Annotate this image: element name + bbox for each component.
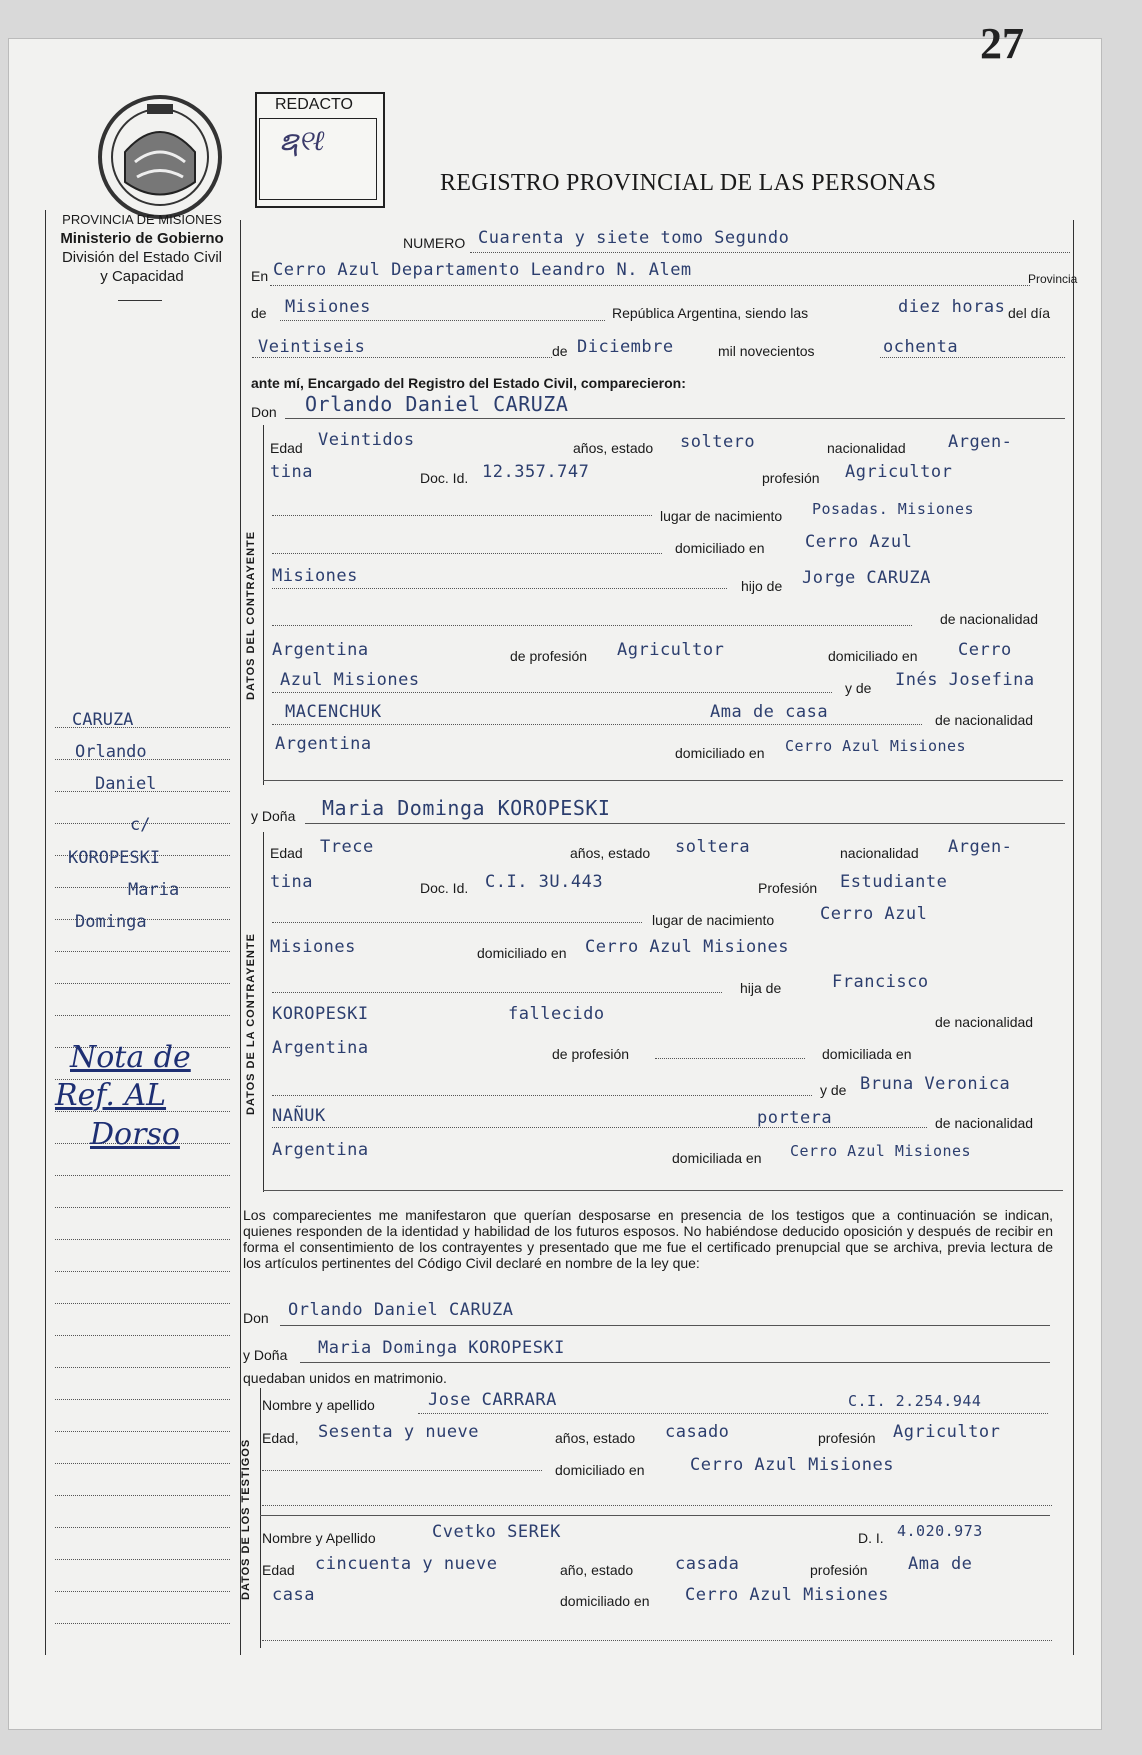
groom-nac-label: nacionalidad bbox=[827, 440, 906, 456]
bride-lugar: Cerro Azul bbox=[820, 904, 928, 924]
bride-madre-2: NAÑUK bbox=[272, 1106, 326, 1126]
bride-anios-label: años, estado bbox=[570, 845, 651, 861]
groom-estado: soltero bbox=[680, 432, 756, 452]
w2-edad-label: Edad bbox=[262, 1562, 295, 1578]
bride-estado: soltera bbox=[675, 837, 751, 857]
margin-ruled-line bbox=[55, 1271, 230, 1272]
groom-madre-dom-label: domiciliado en bbox=[675, 745, 765, 761]
groom-hijo-label: hijo de bbox=[741, 578, 783, 594]
margin-ruled-line bbox=[55, 1527, 230, 1528]
bride-hija-label: hija de bbox=[740, 980, 782, 996]
bride-madre-dom: Cerro Azul Misiones bbox=[790, 1142, 972, 1160]
bride-nac: Argen- bbox=[948, 837, 1013, 857]
margin-surname-2: KOROPESKI bbox=[68, 848, 161, 868]
bride-padre-nac-label: de nacionalidad bbox=[935, 1014, 1034, 1030]
w1-ci: C.I. 2.254.944 bbox=[848, 1392, 982, 1410]
groom-padre-dom-label: domiciliado en bbox=[828, 648, 918, 664]
hora-value: diez horas bbox=[898, 297, 1006, 317]
bride-section-label: DATOS DE LA CONTRAYENTE bbox=[245, 933, 257, 1115]
closing-don-name: Orlando Daniel CARUZA bbox=[288, 1300, 514, 1320]
bride-madre-nac: Argentina bbox=[272, 1140, 369, 1160]
closing-don-label: Don bbox=[243, 1310, 269, 1326]
groom-name: Orlando Daniel CARUZA bbox=[305, 392, 569, 416]
w2-nombre-label: Nombre y Apellido bbox=[262, 1530, 376, 1546]
bride-lugar-label: lugar de nacimiento bbox=[652, 912, 775, 928]
w2-prof-label: profesión bbox=[810, 1562, 868, 1578]
margin-ruled-line bbox=[55, 1175, 230, 1176]
numero-value: Cuarenta y siete tomo Segundo bbox=[478, 228, 790, 248]
groom-anios-label: años, estado bbox=[573, 440, 654, 456]
margin-ruled-line bbox=[55, 1207, 230, 1208]
w1-prof-label: profesión bbox=[818, 1430, 876, 1446]
w2-prof: Ama de bbox=[908, 1554, 973, 1574]
margin-note-3: Dorso bbox=[90, 1117, 180, 1152]
bride-edad-label: Edad bbox=[270, 845, 303, 861]
groom-madre-nac-label: de nacionalidad bbox=[935, 712, 1034, 728]
groom-padre: Jorge CARUZA bbox=[802, 568, 931, 588]
en-label: En bbox=[251, 268, 269, 284]
numero-label: NUMERO bbox=[403, 235, 466, 251]
w2-di-label: D. I. bbox=[858, 1530, 884, 1546]
closing-paragraph: Los comparecientes me manifestaron que querían desposarse en presencia de los testigos que a continuación se indican, quienes responden de la identidad y habilidad de los futuros esposos. No habiéndose deducido oposición y después de recibir en forma el consentimiento de los contrayentes y presentado que me fue el certificado prenupcial que se archiva, previa lectura de los artículos pertinentes del Código Civil declaré en nombre de la ley que: bbox=[243, 1207, 1053, 1271]
groom-padre-prof-label: de profesión bbox=[510, 648, 588, 664]
page-number: 27 bbox=[980, 19, 1024, 68]
w2-anios-label: año, estado bbox=[560, 1562, 634, 1578]
w2-di: 4.020.973 bbox=[897, 1522, 983, 1540]
bride-dom-label: domiciliado en bbox=[477, 945, 567, 961]
bride-doc: C.I. 3U.443 bbox=[485, 872, 604, 892]
groom-prof-label: profesión bbox=[762, 470, 820, 486]
province-name: PROVINCIA DE MISIONES bbox=[62, 212, 222, 227]
dona-label: y Doña bbox=[251, 808, 296, 824]
bride-padre-nac: Argentina bbox=[272, 1038, 369, 1058]
margin-ruled-line bbox=[55, 1015, 230, 1016]
bride-padre-2: KOROPESKI bbox=[272, 1004, 369, 1024]
del-dia-label: del día bbox=[1008, 305, 1051, 321]
margin-ruled-line bbox=[55, 1623, 230, 1624]
redacto-label: REDACTO bbox=[275, 96, 353, 113]
de2-label: de bbox=[552, 343, 568, 359]
groom-doc-label: Doc. Id. bbox=[420, 470, 469, 486]
margin-surname: CARUZA bbox=[72, 710, 134, 730]
w1-estado: casado bbox=[665, 1422, 730, 1442]
bride-padre: Francisco bbox=[832, 972, 929, 992]
w2-edad: cincuenta y nueve bbox=[315, 1554, 498, 1574]
bride-padre-dom-label: domiciliada en bbox=[822, 1046, 912, 1062]
margin-ruled-line bbox=[55, 1591, 230, 1592]
margin-ruled-line bbox=[55, 1399, 230, 1400]
groom-padre-nac: Argentina bbox=[272, 640, 369, 660]
don-label: Don bbox=[251, 404, 277, 420]
bride-edad: Trece bbox=[320, 837, 374, 857]
w1-dom: Cerro Azul Misiones bbox=[690, 1455, 894, 1475]
ante-label: ante mí, Encargado del Registro del Estado Civil, comparecieron: bbox=[251, 375, 686, 391]
bride-madre-dom-label: domiciliada en bbox=[672, 1150, 762, 1166]
w1-edad-label: Edad, bbox=[262, 1430, 299, 1446]
margin-ruled-line bbox=[55, 983, 230, 984]
groom-padre-dom-2: Azul Misiones bbox=[280, 670, 420, 690]
bride-fallecido: fallecido bbox=[508, 1004, 605, 1024]
de-value: Misiones bbox=[285, 297, 371, 317]
bride-dom: Cerro Azul Misiones bbox=[585, 937, 789, 957]
w2-prof-2: casa bbox=[272, 1585, 315, 1605]
groom-madre-prof: Ama de casa bbox=[710, 702, 829, 722]
bride-yde-label: y de bbox=[820, 1082, 847, 1098]
margin-note-2: Ref. AL bbox=[55, 1078, 167, 1113]
w1-anios-label: años, estado bbox=[555, 1430, 636, 1446]
w1-dom-label: domiciliado en bbox=[555, 1462, 645, 1478]
division-name: División del Estado Civil bbox=[61, 249, 223, 266]
margin-note-1: Nota de bbox=[70, 1040, 191, 1075]
divider bbox=[118, 300, 162, 301]
w2-dom: Cerro Azul Misiones bbox=[685, 1585, 889, 1605]
margin-name-2: Daniel bbox=[95, 774, 157, 794]
groom-section-label: DATOS DEL CONTRAYENTE bbox=[245, 530, 257, 700]
groom-doc: 12.357.747 bbox=[482, 462, 590, 482]
bride-lugar-2: Misiones bbox=[270, 937, 356, 957]
groom-yde-label: y de bbox=[845, 680, 872, 696]
w1-nombre-label: Nombre y apellido bbox=[262, 1397, 375, 1413]
redacto-box bbox=[255, 92, 385, 208]
w1-nombre: Jose CARRARA bbox=[428, 1390, 557, 1410]
groom-nac-2: tina bbox=[270, 462, 313, 482]
en-value: Cerro Azul Departamento Leandro N. Alem bbox=[273, 260, 692, 280]
groom-padre-prof: Agricultor bbox=[617, 640, 725, 660]
issuer-block bbox=[48, 210, 236, 286]
w2-nombre: Cvetko SEREK bbox=[432, 1522, 561, 1542]
division-name-2: y Capacidad bbox=[100, 268, 184, 285]
closing-quedaban: quedaban unidos en matrimonio. bbox=[243, 1370, 447, 1386]
ministry-name: Ministerio de Gobierno bbox=[60, 230, 224, 247]
dia-value: Veintiseis bbox=[258, 337, 366, 357]
bride-padre-prof-label: de profesión bbox=[552, 1046, 630, 1062]
page-title: REGISTRO PROVINCIAL DE LAS PERSONAS bbox=[440, 170, 937, 196]
right-border bbox=[1073, 220, 1074, 1655]
redacto-signature: ຊ୧ℓ bbox=[279, 124, 325, 157]
groom-dom-label: domiciliado en bbox=[675, 540, 765, 556]
groom-prof: Agricultor bbox=[845, 462, 953, 482]
groom-edad: Veintidos bbox=[318, 430, 415, 450]
provincial-seal-icon bbox=[95, 92, 225, 222]
margin-name-3: Maria bbox=[128, 880, 180, 900]
bride-madre: Bruna Veronica bbox=[860, 1074, 1011, 1094]
groom-padre-dom: Cerro bbox=[958, 640, 1012, 660]
mes-value: Diciembre bbox=[577, 337, 674, 357]
groom-madre: Inés Josefina bbox=[895, 670, 1035, 690]
groom-dom: Cerro Azul bbox=[805, 532, 913, 552]
w1-prof: Agricultor bbox=[893, 1422, 1001, 1442]
w1-edad: Sesenta y nueve bbox=[318, 1422, 480, 1442]
margin-ruled-line bbox=[55, 1367, 230, 1368]
bride-madre-nac-label: de nacionalidad bbox=[935, 1115, 1034, 1131]
bride-prof-label: Profesión bbox=[758, 880, 818, 896]
republica-label: República Argentina, siendo las bbox=[612, 305, 809, 321]
margin-ruled-line bbox=[55, 1559, 230, 1560]
anio-value: ochenta bbox=[883, 337, 959, 357]
groom-padre-nac-label: de nacionalidad bbox=[940, 611, 1039, 627]
margin-ruled-line bbox=[55, 1335, 230, 1336]
margin-ruled-line bbox=[55, 1431, 230, 1432]
margin-c: c/ bbox=[130, 815, 151, 835]
bride-nac-label: nacionalidad bbox=[840, 845, 919, 861]
mil-label: mil novecientos bbox=[718, 343, 815, 359]
w2-estado: casada bbox=[675, 1554, 740, 1574]
margin-name-4: Dominga bbox=[75, 912, 147, 932]
groom-madre-nac: Argentina bbox=[275, 734, 372, 754]
left-column-border bbox=[45, 210, 46, 1655]
bride-doc-label: Doc. Id. bbox=[420, 880, 469, 896]
provincia-label: Provincia bbox=[1028, 272, 1078, 286]
groom-dom-2: Misiones bbox=[272, 566, 358, 586]
bride-madre-prof: portera bbox=[757, 1108, 833, 1128]
groom-madre-2: MACENCHUK bbox=[285, 702, 382, 722]
groom-nac: Argen- bbox=[948, 432, 1013, 452]
margin-ruled-line bbox=[55, 1463, 230, 1464]
groom-madre-dom: Cerro Azul Misiones bbox=[785, 737, 967, 755]
margin-ruled-line bbox=[55, 1239, 230, 1240]
de-label: de bbox=[251, 305, 267, 321]
margin-ruled-line bbox=[55, 1303, 230, 1304]
bride-nac-2: tina bbox=[270, 872, 313, 892]
margin-name-1: Orlando bbox=[75, 742, 147, 762]
closing-dona-label: y Doña bbox=[243, 1347, 288, 1363]
groom-edad-label: Edad bbox=[270, 440, 303, 456]
bride-prof: Estudiante bbox=[840, 872, 948, 892]
bride-name: Maria Dominga KOROPESKI bbox=[322, 796, 611, 820]
margin-ruled-line bbox=[55, 1495, 230, 1496]
groom-lugar-label: lugar de nacimiento bbox=[660, 508, 783, 524]
closing-dona-name: Maria Dominga KOROPESKI bbox=[318, 1338, 565, 1358]
margin-ruled-line bbox=[55, 951, 230, 952]
witnesses-section-label: DATOS DE LOS TESTIGOS bbox=[240, 1438, 252, 1600]
groom-lugar: Posadas. Misiones bbox=[812, 500, 975, 518]
w2-dom-label: domiciliado en bbox=[560, 1593, 650, 1609]
